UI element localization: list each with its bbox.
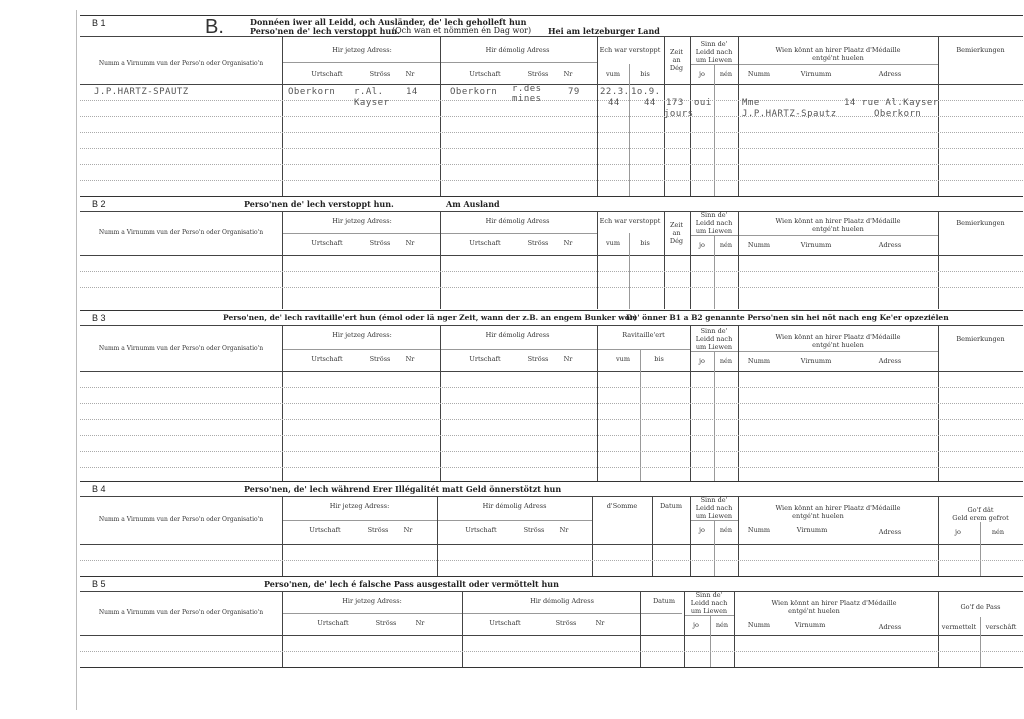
b1-row-line	[80, 180, 1023, 181]
b4-medal-header-1: Wien könnt an hirer Plaatz d'Médaille	[775, 504, 901, 512]
b1-title-line1: Donnéen iwer all Leidd, och Ausländer, de' lech geholleft hun	[250, 17, 527, 27]
b2-days-header-1: Zeit	[669, 221, 684, 229]
section-b4	[80, 481, 1023, 576]
b3-row-line	[80, 387, 1023, 388]
b3-row-line	[80, 451, 1023, 452]
b3-title-right: De' önner B1 a B2 genannte Perso'nen sin hei nöt nach eng Ke'er opzeziélen	[626, 313, 949, 322]
b4-medal-address-header: Adress	[878, 528, 902, 536]
b4-alive-header-2: Leidd nach	[695, 504, 733, 512]
b5-col-sep	[734, 591, 735, 667]
b2-days-header-3: Dég	[669, 237, 684, 245]
b1-entry-from-1: 22.3.	[600, 87, 630, 97]
b1-entry-medal-addr-1: 14 rue Al.Kayser	[844, 98, 939, 108]
b3-no-header: nén	[719, 357, 733, 365]
b3-name-header: Numm a Virnumm vun der Perso'n oder Organisatio'n	[98, 345, 264, 352]
b5-col-sep	[938, 591, 939, 667]
b3-old-town-header: Urtschaft	[469, 355, 501, 363]
b1-entry-old-nr: 79	[568, 87, 580, 97]
b2-nr-header: Nr	[405, 239, 415, 247]
b3-row-line	[80, 419, 1023, 420]
b3-alive-header-2: Leidd nach	[695, 335, 733, 343]
b1-entry-cur-town: Oberkorn	[288, 87, 336, 97]
b3-col-sep	[714, 351, 715, 481]
b3-row-line	[80, 435, 1023, 436]
b1-days-header-1: Zeit	[669, 48, 684, 56]
b1-title-line2a: Perso'nen de' lech verstoppt hun.	[250, 26, 400, 36]
b1-days-header-2: an	[672, 56, 681, 64]
b3-street-header: Ströss	[369, 355, 391, 363]
b4-name-header: Numm a Virnumm vun der Perso'n oder Organisatio'n	[98, 516, 264, 523]
form-letter: B.	[205, 16, 224, 38]
b2-label: B 2	[92, 199, 106, 209]
b1-sub-line-2	[690, 64, 938, 65]
b3-title: Perso'nen, de' lech ravitaille'ert hun (émol oder lä nger Zeit, wann der z.B. an engem Bunker wor)	[223, 313, 638, 322]
b1-no-header: nén	[719, 70, 733, 78]
b2-title-right: Am Ausland	[446, 199, 500, 209]
b3-town-header: Urtschaft	[311, 355, 343, 363]
b3-medal-first-header: Virnumm	[800, 357, 832, 365]
b1-entry-old-street-1: r.des	[512, 84, 542, 94]
b2-header-bottom	[80, 255, 1023, 256]
b3-sub-line-2	[690, 351, 938, 352]
b4-header-bottom	[80, 544, 1023, 545]
b3-sub-line	[282, 349, 690, 350]
b4-money-header-1: Go'f dât	[967, 506, 994, 514]
section-b3	[80, 310, 1023, 481]
b1-alive-header-2: Leidd nach	[695, 48, 733, 56]
b1-title-row	[80, 16, 1023, 37]
b3-current-address-header: Hir jetzeg Adress:	[332, 331, 392, 339]
b1-name-header: Numm a Virnumm vun der Perso'n oder Organisatio'n	[98, 60, 264, 67]
b3-remarks-header: Bemierkungen	[956, 335, 1005, 343]
b3-to-header: bis	[654, 355, 664, 363]
b1-entry-name: J.P.HARTZ-SPAUTZ	[94, 87, 189, 97]
b5-street-header: Ströss	[375, 619, 397, 627]
b4-date-header: Datum	[659, 502, 683, 510]
b4-col-sep	[592, 496, 593, 576]
b3-col-sep	[640, 349, 641, 481]
b1-street-header: Ströss	[369, 70, 391, 78]
b3-row-line	[80, 467, 1023, 468]
b4-col-sep	[980, 522, 981, 576]
b5-col-sep	[980, 617, 981, 667]
b2-col-sep	[738, 211, 739, 309]
b5-made-header: verschâft	[985, 623, 1017, 631]
b1-entry-to-2: 44	[644, 98, 656, 108]
b5-col-sep	[710, 615, 711, 667]
b5-col-sep	[462, 591, 463, 667]
b4-nr-header: Nr	[403, 526, 413, 534]
b2-alive-header-3: um Liewen	[695, 227, 733, 235]
b5-medal-address-header: Adress	[878, 623, 902, 631]
section-b1	[80, 15, 1023, 196]
b2-remarks-header: Bemierkungen	[956, 219, 1005, 227]
b4-col-sep	[690, 496, 691, 576]
b4-no-header: nén	[719, 526, 733, 534]
b4-medal-first-header: Virnumm	[796, 526, 828, 534]
b4-col-sep	[652, 496, 653, 576]
b2-medal-header-2: entgé'nt huelen	[812, 225, 864, 233]
b5-title: Perso'nen, de' lech é falsche Pass ausgestallt oder vermöttelt hun	[264, 579, 559, 589]
b2-col-sep	[440, 211, 441, 309]
b4-money-no-header: nén	[991, 528, 1005, 536]
b1-entry-to-1: 1o.9.	[631, 87, 661, 97]
b4-current-address-header: Hir jetzeg Adress:	[329, 502, 390, 510]
b5-pass-header: Go'f de Pass	[960, 603, 1001, 611]
b1-entry-old-town: Oberkorn	[450, 87, 498, 97]
b3-medal-header-1: Wien könnt an hirer Plaatz d'Médaille	[775, 333, 901, 341]
b2-street-header: Ströss	[369, 239, 391, 247]
b1-medal-header-2: entgé'nt huelen	[812, 54, 864, 62]
b1-entry-alive: oui	[694, 98, 712, 108]
b1-title-line2b: (Och wan et nömmen én Dag wor)	[392, 26, 532, 35]
b5-old-street-header: Ströss	[555, 619, 577, 627]
b4-yes-header: jo	[699, 526, 705, 534]
b1-entry-cur-nr: 14	[406, 87, 418, 97]
b1-medal-header-1: Wien könnt an hirer Plaatz d'Médaille	[775, 46, 901, 54]
b4-street-header: Ströss	[367, 526, 389, 534]
b4-col-sep	[437, 496, 438, 576]
b4-alive-header-1: Sinn de'	[700, 496, 728, 504]
b2-medal-header-1: Wien könnt an hirer Plaatz d'Médaille	[775, 217, 901, 225]
b2-col-sep	[714, 235, 715, 309]
b3-alive-header-1: Sinn de'	[700, 327, 728, 335]
b1-entry-medal-name-1: Mme	[742, 98, 760, 108]
b3-yes-header: jo	[699, 357, 705, 365]
b5-no-header: nén	[715, 621, 729, 629]
b5-old-nr-header: Nr	[595, 619, 605, 627]
b2-title-row	[80, 197, 1023, 212]
b2-medal-first-header: Virnumm	[800, 241, 832, 249]
b4-money-yes-header: jo	[955, 528, 961, 536]
b3-medal-name-header: Numm	[747, 357, 771, 365]
b2-current-address-header: Hir jetzeg Adress:	[332, 217, 392, 225]
b5-current-address-header: Hir jetzeg Adress:	[342, 597, 402, 605]
b1-old-address-header: Hir démolig Adress	[485, 46, 550, 54]
b2-row-line	[80, 287, 1023, 288]
b5-yes-header: jo	[693, 621, 699, 629]
b5-nr-header: Nr	[415, 619, 425, 627]
b1-hidden-header: Ech war verstoppt	[599, 46, 661, 54]
b5-name-header: Numm a Virnumm vun der Perso'n oder Organisatio'n	[98, 609, 264, 616]
b3-row-line	[80, 403, 1023, 404]
b4-title: Perso'nen, de' lech während Erer Illégalitét matt Geld önnerstötzt hun	[244, 484, 562, 494]
b4-row-line	[80, 560, 1023, 561]
b2-alive-header-2: Leidd nach	[695, 219, 733, 227]
b4-old-nr-header: Nr	[559, 526, 569, 534]
b1-yes-header: jo	[699, 70, 705, 78]
b3-header-bottom	[80, 371, 1023, 372]
b1-to-header: bis	[640, 70, 650, 78]
b1-entry-medal-name-2: J.P.HARTZ-Spautz	[742, 109, 837, 119]
b5-row-line	[80, 651, 1023, 652]
b2-col-sep	[690, 211, 691, 309]
b1-entry-old-street-2: mines	[512, 94, 542, 104]
b1-alive-header-3: um Liewen	[695, 56, 733, 64]
b5-alive-header-1: Sinn de'	[695, 591, 723, 599]
b1-current-address-header: Hir jetzeg Adress:	[332, 46, 392, 54]
b5-header-bottom	[80, 635, 1023, 636]
b1-nr-header: Nr	[405, 70, 415, 78]
b3-label: B 3	[92, 313, 106, 323]
b1-entry-days-2: jours	[664, 109, 694, 119]
b1-alive-header-1: Sinn de'	[700, 40, 728, 48]
b5-medal-name-header: Numm	[747, 621, 771, 629]
b1-town-header: Urtschaft	[311, 70, 343, 78]
b5-alive-header-2: Leidd nach	[690, 599, 728, 607]
b5-old-town-header: Urtschaft	[489, 619, 521, 627]
b5-title-row	[80, 577, 1023, 592]
b2-to-header: bis	[640, 239, 650, 247]
b3-medal-header-2: entgé'nt huelen	[812, 341, 864, 349]
b3-ravitaille-header: Ravitaille'ert	[622, 331, 665, 339]
b1-row-line	[80, 164, 1023, 165]
b2-from-header: vum	[605, 239, 621, 247]
b1-entry-medal-addr-2: Oberkorn	[874, 109, 922, 119]
b4-money-header-2: Geld erem gefrot	[952, 514, 1009, 522]
b4-town-header: Urtschaft	[309, 526, 341, 534]
b3-from-header: vum	[615, 355, 631, 363]
b3-old-street-header: Ströss	[527, 355, 549, 363]
b4-medal-header-2: entgé'nt huelen	[792, 512, 844, 520]
b2-medal-name-header: Numm	[747, 241, 771, 249]
b5-town-header: Urtschaft	[317, 619, 349, 627]
b2-days-header-2: an	[672, 229, 681, 237]
b5-col-sep	[282, 591, 283, 667]
b1-entry-cur-street-2: Kayser	[354, 98, 390, 108]
b2-town-header: Urtschaft	[311, 239, 343, 247]
b1-row-line	[80, 132, 1023, 133]
b2-yes-header: jo	[699, 241, 705, 249]
b4-col-sep	[282, 496, 283, 576]
b3-old-address-header: Hir démolig Adress	[485, 331, 550, 339]
b2-row-line	[80, 271, 1023, 272]
b1-entry-from-2: 44	[608, 98, 620, 108]
b4-old-address-header: Hir démolig Adress	[482, 502, 547, 510]
b3-alive-header-3: um Liewen	[695, 343, 733, 351]
b1-entry-cur-street-1: r.Al.	[354, 87, 384, 97]
b5-sub-line	[282, 613, 682, 614]
b4-medal-name-header: Numm	[747, 526, 771, 534]
b2-alive-header-1: Sinn de'	[700, 211, 728, 219]
b1-medal-address-header: Adress	[878, 70, 902, 78]
b1-remarks-header: Bemierkungen	[956, 46, 1005, 54]
b2-col-sep	[938, 211, 939, 309]
b1-medal-first-header: Virnumm	[800, 70, 832, 78]
b1-title-line2c: Hei am letzeburger Land	[548, 26, 660, 36]
b2-medal-address-header: Adress	[878, 241, 902, 249]
b1-col-sep	[714, 64, 715, 196]
b3-nr-header: Nr	[405, 355, 415, 363]
b1-medal-name-header: Numm	[747, 70, 771, 78]
b1-from-header: vum	[605, 70, 621, 78]
section-b5	[80, 576, 1023, 668]
b2-old-address-header: Hir démolig Adress	[485, 217, 550, 225]
b4-label: B 4	[92, 484, 106, 494]
b5-col-sep	[640, 591, 641, 667]
b2-no-header: nén	[719, 241, 733, 249]
b3-old-nr-header: Nr	[563, 355, 573, 363]
b1-old-town-header: Urtschaft	[469, 70, 501, 78]
b1-col-sep	[629, 64, 630, 196]
b4-col-sep	[738, 496, 739, 576]
b1-old-street-header: Ströss	[527, 70, 549, 78]
section-b2	[80, 196, 1023, 309]
b2-hidden-header: Ech war verstoppt	[599, 217, 661, 225]
b4-title-row	[80, 482, 1023, 497]
b5-date-header: Datum	[652, 597, 676, 605]
b1-row-line	[80, 148, 1023, 149]
b5-old-address-header: Hir démolig Adress	[530, 597, 594, 605]
b5-lost-header: vermettelt	[941, 623, 977, 631]
b1-label: B 1	[92, 18, 106, 28]
b2-name-header: Numm a Virnumm vun der Perso'n oder Organisatio'n	[98, 229, 264, 236]
b2-col-sep	[664, 211, 665, 309]
b5-medal-header-1: Wien könnt an hirer Plaatz d'Médaille	[771, 599, 897, 607]
b5-label: B 5	[92, 579, 106, 589]
page-edge	[76, 10, 77, 710]
b5-col-sep	[684, 591, 685, 667]
b4-col-sep	[714, 520, 715, 576]
b2-old-street-header: Ströss	[527, 239, 549, 247]
b1-old-nr-header: Nr	[563, 70, 573, 78]
b4-alive-header-3: um Liewen	[695, 512, 733, 520]
b3-title-row	[80, 311, 1023, 326]
b4-old-town-header: Urtschaft	[465, 526, 497, 534]
b1-days-header-3: Dég	[669, 64, 684, 72]
b2-old-town-header: Urtschaft	[469, 239, 501, 247]
b1-entry-days-1: 173	[666, 98, 684, 108]
b5-alive-header-3: um Liewen	[690, 607, 728, 615]
b2-col-sep	[597, 211, 598, 309]
b3-medal-address-header: Adress	[878, 357, 902, 365]
b2-old-nr-header: Nr	[563, 239, 573, 247]
b2-sub-line-2	[690, 235, 938, 236]
b2-col-sep	[282, 211, 283, 309]
b5-sub-line-2	[684, 615, 734, 616]
b4-col-sep	[938, 496, 939, 576]
b4-sum-header: d'Somme	[606, 502, 638, 510]
b1-header-bottom	[80, 84, 1023, 85]
b4-old-street-header: Ströss	[523, 526, 545, 534]
b5-medal-first-header: Virnumm	[794, 621, 826, 629]
b2-title: Perso'nen de' lech verstoppt hun.	[244, 199, 394, 209]
b5-medal-header-2: entgé'nt huelen	[788, 607, 840, 615]
